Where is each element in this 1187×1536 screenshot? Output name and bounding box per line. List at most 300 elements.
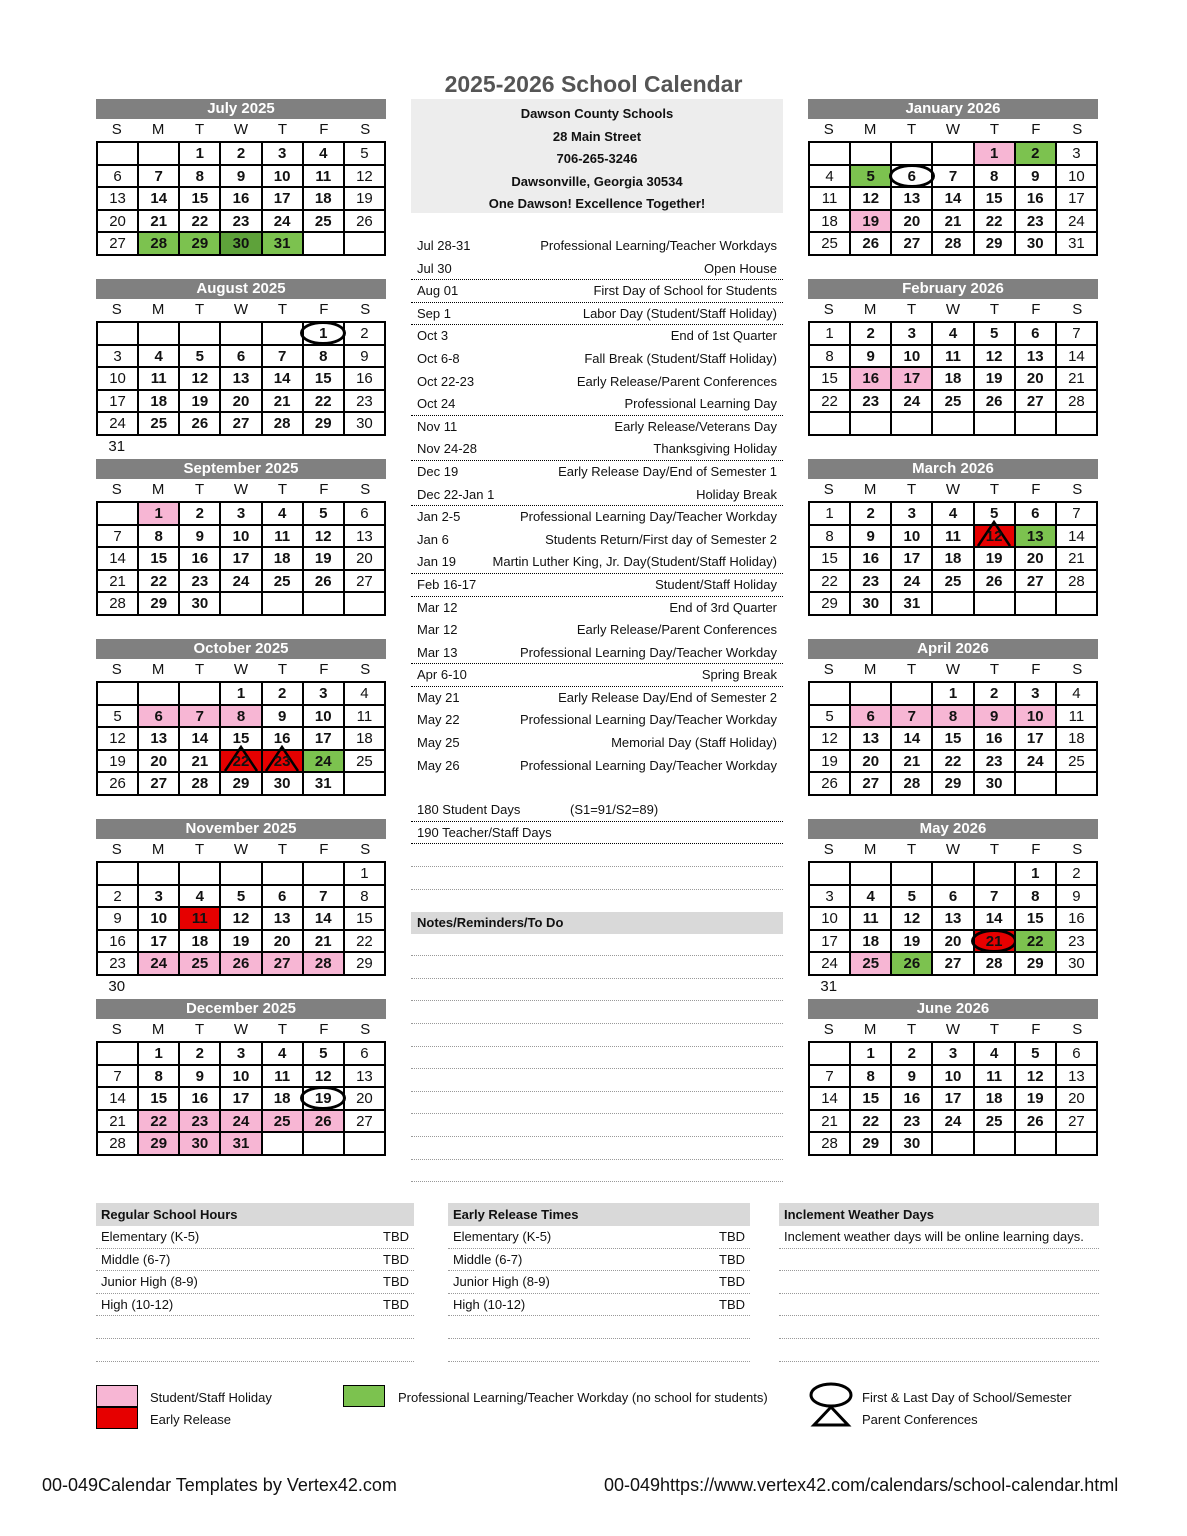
day-cell (179, 1042, 220, 1065)
empty-slot (932, 256, 973, 278)
month-grid (808, 501, 1098, 616)
weekday-label: T (194, 481, 205, 498)
event-row (411, 258, 783, 281)
day-cell (809, 1065, 850, 1088)
day-cell (1015, 750, 1056, 773)
day-cell (1015, 862, 1056, 885)
month-grid (96, 141, 386, 256)
day-number: 1 (360, 865, 369, 882)
day-number: 16 (903, 1090, 921, 1108)
day-number: 17 (232, 550, 250, 568)
day-number: 15 (944, 730, 962, 748)
day-cell (262, 930, 303, 953)
month-calendar (808, 99, 1098, 279)
day-cell (1056, 1087, 1097, 1110)
day-number: 22 (150, 572, 168, 590)
month-grid (808, 681, 1098, 796)
day-number: 27 (232, 415, 250, 433)
day-cell (850, 772, 891, 795)
empty-cell (932, 1132, 973, 1155)
day-number: 17 (903, 370, 921, 388)
empty-slot (220, 436, 261, 458)
day-number: 3 (907, 505, 917, 522)
day-cell (97, 165, 138, 188)
day-number: 22 (862, 1112, 880, 1130)
hours-label: Junior High (8-9) (453, 1274, 550, 1290)
hours-value: TBD (719, 1296, 745, 1312)
day-cell (303, 1065, 344, 1088)
month-title: July 2025 (96, 99, 386, 119)
event-row (411, 325, 783, 348)
day-cell (932, 547, 973, 570)
day-cell (179, 570, 220, 593)
day-number: 23 (191, 1112, 209, 1130)
weekday-label: S (823, 301, 834, 318)
empty-cell (179, 682, 220, 705)
day-cell (891, 165, 932, 188)
day-cell (220, 1065, 261, 1088)
school-address: 28 Main Street (552, 128, 642, 144)
day-number: 12 (985, 347, 1003, 365)
day-cell (344, 885, 385, 908)
day-number: 19 (821, 752, 838, 770)
empty-slot (179, 256, 220, 278)
day-cell (138, 1065, 179, 1088)
day-number: 2 (195, 1045, 205, 1062)
empty-slot (262, 1156, 303, 1178)
day-number: 4 (319, 145, 328, 162)
weekday-label: S (111, 121, 122, 138)
day-cell (809, 390, 850, 413)
day-number: 2 (907, 1045, 917, 1062)
event-date: Mar 12 (417, 599, 458, 615)
day-cell (179, 502, 220, 525)
day-number: 17 (232, 1090, 250, 1108)
day-number: 7 (113, 527, 122, 545)
event-date: May 25 (417, 735, 460, 751)
hours-row (96, 1249, 414, 1272)
day-cell (262, 750, 303, 773)
empty-cell (344, 592, 385, 615)
event-date: Oct 24 (417, 396, 456, 412)
hours-label: Junior High (8-9) (101, 1274, 198, 1290)
event-date: Jan 19 (417, 554, 457, 570)
empty-slot (345, 256, 386, 278)
empty-slot (932, 1156, 973, 1178)
empty-slot (96, 616, 137, 638)
day-number: 8 (154, 527, 163, 545)
empty-slot (849, 436, 890, 458)
empty-cell (303, 592, 344, 615)
day-cell (138, 705, 179, 728)
day-number: 8 (825, 347, 834, 365)
day-number: 9 (866, 527, 875, 545)
day-number: 4 (948, 325, 958, 342)
weekday-label: S (111, 841, 122, 858)
empty-slot (179, 616, 220, 638)
day-cell (262, 165, 303, 188)
day-number: 27 (356, 572, 373, 590)
day-number: 10 (273, 167, 291, 185)
day-cell (891, 367, 932, 390)
event-name: Fall Break (Student/Staff Holiday) (584, 350, 777, 366)
day-cell (303, 1042, 344, 1065)
month-title: January 2026 (808, 99, 1098, 119)
day-cell (179, 232, 220, 255)
day-number: 12 (821, 730, 838, 748)
day-cell (974, 165, 1015, 188)
day-number: 20 (1026, 370, 1044, 388)
event-row (411, 664, 783, 687)
day-number: 13 (109, 190, 126, 208)
day-cell (262, 1087, 303, 1110)
day-cell (262, 232, 303, 255)
day-number: 6 (277, 887, 287, 905)
day-number: 29 (150, 595, 168, 613)
day-number: 1 (319, 325, 328, 342)
legend-ring-triangle-icon (808, 1381, 854, 1429)
day-number: 2 (277, 685, 287, 702)
day-cell (179, 705, 220, 728)
day-number: 8 (319, 347, 328, 365)
day-number: 23 (356, 392, 373, 410)
month-grid (808, 321, 1098, 436)
day-number: 2 (866, 505, 875, 522)
event-date: Jul 30 (417, 260, 452, 276)
day-number: 25 (273, 572, 291, 590)
day-number: 20 (1026, 550, 1044, 568)
day-number: 20 (109, 212, 126, 230)
events-column (411, 99, 783, 1182)
day-cell (932, 1042, 973, 1065)
day-number: 23 (273, 752, 291, 770)
event-name: Professional Learning/Teacher Workdays (540, 238, 777, 253)
day-cell (1056, 232, 1097, 255)
empty-cell (932, 412, 973, 435)
empty-cell (303, 232, 344, 255)
day-cell (809, 705, 850, 728)
month-calendar (96, 639, 386, 819)
empty-cell (850, 142, 891, 165)
day-number: 27 (1068, 1112, 1085, 1130)
day-number: 12 (232, 910, 250, 928)
day-cell (97, 390, 138, 413)
day-cell (974, 907, 1015, 930)
day-number: 17 (944, 1090, 962, 1108)
day-cell (932, 322, 973, 345)
day-cell (220, 952, 261, 975)
school-city: Dawsonville, Georgia 30534 (511, 173, 683, 189)
day-number: 16 (862, 550, 880, 568)
day-number: 24 (944, 1112, 962, 1130)
day-cell (1056, 547, 1097, 570)
day-cell (1015, 885, 1056, 908)
weekday-label: F (319, 121, 329, 138)
weekday-header (96, 1019, 386, 1041)
day-number: 1 (948, 685, 958, 702)
empty-slot (1015, 796, 1056, 818)
day-cell (220, 1087, 261, 1110)
overflow-day: 31 (820, 977, 838, 995)
day-number: 7 (948, 167, 958, 185)
day-cell (138, 750, 179, 773)
day-number: 2 (113, 887, 122, 905)
empty-slot (303, 796, 344, 818)
day-number: 11 (315, 167, 332, 185)
footer-left: 00-049Calendar Templates by Vertex42.com (42, 1475, 397, 1495)
day-cell (262, 210, 303, 233)
day-cell (1056, 907, 1097, 930)
weekday-label: W (233, 841, 249, 858)
weekday-header (808, 839, 1098, 861)
empty-slot (1015, 976, 1056, 998)
hours-value: TBD (383, 1229, 409, 1244)
day-number: 27 (109, 235, 126, 253)
weekday-label: S (360, 121, 371, 138)
blank-line (779, 1339, 1099, 1362)
event-name: Memorial Day (Staff Holiday) (611, 735, 777, 751)
day-cell (138, 412, 179, 435)
day-number: 1 (236, 685, 246, 702)
overflow-row (808, 256, 1098, 278)
hours-row (448, 1294, 750, 1317)
weekday-label: F (319, 841, 329, 858)
empty-slot (179, 436, 220, 458)
day-cell (1056, 1110, 1097, 1133)
day-cell (303, 930, 344, 953)
note-line (411, 1047, 783, 1070)
day-cell (932, 570, 973, 593)
day-cell (220, 907, 261, 930)
empty-cell (1015, 412, 1056, 435)
day-number: 28 (985, 955, 1003, 973)
empty-slot (1057, 976, 1098, 998)
day-cell (809, 502, 850, 525)
empty-slot (849, 1156, 890, 1178)
day-cell (891, 547, 932, 570)
day-cell (891, 1110, 932, 1133)
day-cell (97, 592, 138, 615)
day-cell (1015, 367, 1056, 390)
event-name: Early Release/Parent Conferences (576, 622, 777, 638)
day-cell (809, 1110, 850, 1133)
day-number: 5 (866, 167, 875, 185)
day-number: 9 (866, 347, 875, 365)
empty-cell (809, 682, 850, 705)
day-number: 28 (1068, 392, 1085, 410)
empty-slot (303, 436, 344, 458)
day-number: 27 (862, 775, 880, 793)
day-cell (220, 885, 261, 908)
month-grid (808, 1041, 1098, 1156)
day-number: 4 (277, 505, 287, 522)
day-number: 31 (1068, 235, 1085, 253)
day-number: 25 (150, 415, 168, 433)
event-date: Feb 16-17 (417, 576, 477, 592)
weekday-label: F (1031, 481, 1041, 498)
day-cell (974, 727, 1015, 750)
day-number: 8 (948, 707, 958, 725)
empty-slot (220, 256, 261, 278)
day-number: 19 (314, 550, 332, 568)
day-number: 10 (821, 910, 838, 928)
day-number: 14 (985, 910, 1003, 928)
month-calendar (808, 639, 1098, 819)
day-number: 23 (985, 752, 1003, 770)
day-cell (344, 750, 385, 773)
day-number: 4 (948, 505, 958, 522)
day-cell (850, 322, 891, 345)
day-cell (97, 570, 138, 593)
day-cell (179, 1065, 220, 1088)
weekday-label: T (906, 301, 917, 318)
event-name: Early Release/Parent Conferences (576, 373, 777, 389)
day-cell (809, 547, 850, 570)
day-number: 17 (903, 550, 921, 568)
day-cell (809, 930, 850, 953)
day-number: 3 (825, 887, 834, 905)
day-cell (179, 187, 220, 210)
school-phone: 706-265-3246 (556, 151, 638, 166)
event-row (411, 597, 783, 620)
empty-slot (262, 616, 303, 638)
day-cell (262, 142, 303, 165)
day-number: 31 (232, 1135, 250, 1153)
day-cell (138, 367, 179, 390)
day-cell (303, 187, 344, 210)
event-name: Professional Learning Day/Teacher Workday (519, 644, 777, 660)
day-number: 24 (232, 572, 250, 590)
day-cell (344, 705, 385, 728)
day-cell (1015, 930, 1056, 953)
day-number: 6 (1031, 505, 1040, 522)
day-number: 22 (314, 392, 332, 410)
weekday-label: F (319, 661, 329, 678)
blank-line (779, 1316, 1099, 1339)
empty-cell (809, 412, 850, 435)
day-cell (1015, 952, 1056, 975)
day-cell (138, 592, 179, 615)
month-calendar (808, 999, 1098, 1179)
day-number: 24 (232, 1112, 250, 1130)
event-name: Open House (704, 260, 777, 276)
day-cell (974, 232, 1015, 255)
day-number: 15 (232, 730, 250, 748)
page-title: 2025-2026 School Calendar (444, 71, 743, 97)
day-number: 21 (191, 752, 209, 770)
day-number: 13 (1026, 347, 1044, 365)
empty-slot (96, 1156, 137, 1178)
day-cell (1056, 525, 1097, 548)
day-cell (220, 412, 261, 435)
semester-split: (S1=91/S2=89) (569, 802, 659, 818)
day-number: 13 (150, 730, 168, 748)
day-cell (809, 525, 850, 548)
day-cell (97, 367, 138, 390)
day-number: 9 (360, 347, 369, 365)
day-cell (1015, 165, 1056, 188)
empty-slot (220, 1156, 261, 1178)
empty-slot (974, 1156, 1015, 1178)
month-calendar (96, 459, 386, 639)
day-cell (138, 232, 179, 255)
event-name: Labor Day (Student/Staff Holiday) (582, 305, 777, 321)
empty-slot (1015, 616, 1056, 638)
day-number: 25 (314, 212, 332, 230)
day-cell (179, 525, 220, 548)
day-number: 8 (236, 707, 246, 725)
empty-slot (262, 436, 303, 458)
day-cell (97, 1132, 138, 1155)
day-cell (974, 930, 1015, 953)
day-number: 19 (862, 212, 880, 230)
day-cell (932, 1065, 973, 1088)
day-cell (1015, 322, 1056, 345)
day-cell (1056, 862, 1097, 885)
empty-cell (850, 412, 891, 435)
day-number: 21 (150, 212, 168, 230)
day-cell (179, 930, 220, 953)
day-cell (303, 345, 344, 368)
empty-slot (849, 976, 890, 998)
day-cell (344, 210, 385, 233)
weekday-header (96, 119, 386, 141)
empty-cell (809, 142, 850, 165)
day-cell (891, 952, 932, 975)
day-number: 15 (821, 370, 838, 388)
day-cell (891, 322, 932, 345)
event-row (411, 687, 783, 710)
day-cell (344, 952, 385, 975)
day-number: 9 (907, 1067, 917, 1085)
empty-slot (849, 616, 890, 638)
day-cell (850, 1042, 891, 1065)
day-number: 7 (113, 1067, 122, 1085)
day-cell (344, 1065, 385, 1088)
day-cell (179, 727, 220, 750)
empty-slot (1015, 256, 1056, 278)
weekday-label: T (194, 841, 205, 858)
day-cell (1015, 570, 1056, 593)
day-number: 6 (1072, 1045, 1081, 1062)
day-cell (179, 390, 220, 413)
month-title: April 2026 (808, 639, 1098, 659)
weather-heading: Inclement Weather Days (779, 1203, 1099, 1226)
day-number: 1 (825, 325, 834, 342)
day-number: 13 (944, 910, 962, 928)
event-name: End of 1st Quarter (670, 328, 777, 344)
day-number: 31 (314, 775, 332, 793)
empty-slot (891, 436, 932, 458)
day-cell (1015, 907, 1056, 930)
day-number: 20 (862, 752, 880, 770)
day-number: 30 (862, 595, 880, 613)
day-number: 14 (273, 370, 291, 388)
day-cell (138, 547, 179, 570)
day-cell (809, 907, 850, 930)
day-number: 15 (985, 190, 1003, 208)
day-number: 10 (314, 707, 332, 725)
empty-slot (345, 1156, 386, 1178)
day-cell (220, 772, 261, 795)
event-date: Oct 6-8 (417, 350, 460, 366)
day-cell (138, 1110, 179, 1133)
notes-heading: Notes/Reminders/To Do (411, 912, 783, 934)
event-row (411, 619, 783, 642)
overflow-row (96, 256, 386, 278)
empty-cell (974, 592, 1015, 615)
day-cell (1056, 570, 1097, 593)
